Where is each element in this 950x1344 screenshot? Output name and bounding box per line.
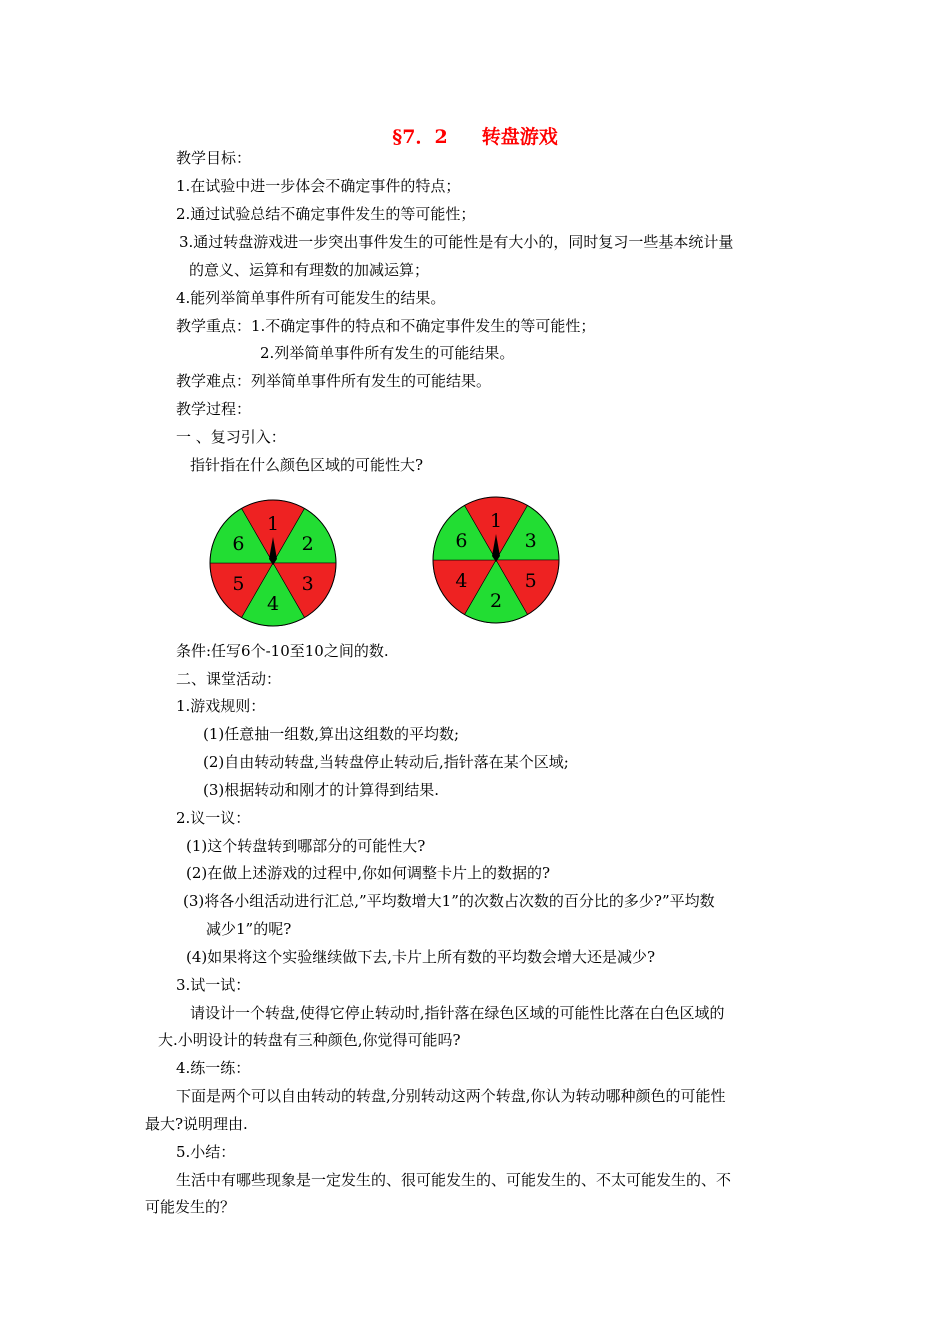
section-number: §7．2 xyxy=(392,126,448,148)
text-line: 大.小明设计的转盘有三种颜色,你觉得可能吗? xyxy=(158,1031,461,1049)
wheel-sector-label: 6 xyxy=(455,530,468,552)
text-line: 可能发生的？ xyxy=(145,1198,236,1216)
wheel-sector-label: 1 xyxy=(266,513,280,535)
wheel-sector-label: 5 xyxy=(232,573,245,595)
text-line: 2.议一议： xyxy=(176,809,251,827)
text-line: 3.通过转盘游戏进一步突出事件发生的可能性是有大小的，同时复习一些基本统计量 xyxy=(179,233,734,251)
wheel-sector-label: 1 xyxy=(489,510,503,532)
text-line: 教学难点：列举简单事件所有发生的可能结果。 xyxy=(176,372,492,390)
section-heading: 一 、复习引入： xyxy=(176,428,286,446)
section-heading: 二、课堂活动： xyxy=(176,670,282,688)
text-line: 教学过程： xyxy=(176,400,252,418)
text-line: (2)自由转动转盘,当转盘停止转动后,指针落在某个区域; xyxy=(203,753,569,771)
wheel-sector-label: 5 xyxy=(524,570,537,592)
text-line: 教学重点：1.不确定事件的特点和不确定事件发生的等可能性； xyxy=(176,317,596,335)
text-line: 4.练一练： xyxy=(176,1059,251,1077)
text-line: 的意义、运算和有理数的加减运算； xyxy=(189,261,430,279)
wheel-sector-label: 3 xyxy=(301,573,314,595)
spinner-wheel-left xyxy=(207,497,339,629)
text-line: 4.能列举简单事件所有可能发生的结果。 xyxy=(176,289,446,307)
spinner-wheel-right xyxy=(430,494,562,626)
text-line: 1.游戏规则： xyxy=(176,697,266,715)
pointer-hub xyxy=(271,557,276,562)
wheel-sector-label: 2 xyxy=(489,590,503,612)
text-line: 3.试一试： xyxy=(176,976,251,994)
text-line: (1)任意抽一组数,算出这组数的平均数; xyxy=(203,725,460,743)
wheel-sector-label: 4 xyxy=(455,570,468,592)
wheel-sector-label: 6 xyxy=(232,533,245,555)
text-line: 生活中有哪些现象是一定发生的、很可能发生的、可能发生的、不太可能发生的、不 xyxy=(176,1171,732,1189)
text-line: 2.通过试验总结不确定事件发生的等可能性； xyxy=(176,205,476,223)
text-line: 1.在试验中进一步体会不确定事件的特点； xyxy=(176,177,461,195)
text-line: (2)在做上述游戏的过程中,你如何调整卡片上的数据的? xyxy=(186,864,551,882)
text-line: 减少1”的呢? xyxy=(206,920,292,938)
pointer-hub xyxy=(494,554,499,559)
wheel-sector-label: 4 xyxy=(266,593,280,615)
text-line: 下面是两个可以自由转动的转盘,分别转动这两个转盘,你认为转动哪种颜色的可能性 xyxy=(176,1087,726,1105)
page-title xyxy=(0,124,950,150)
wheel-sector-label: 3 xyxy=(524,530,537,552)
text-line: 条件:任写6个-10至10之间的数. xyxy=(176,642,389,660)
text-line: 指针指在什么颜色区域的可能性大? xyxy=(190,456,424,474)
text-line: (1)这个转盘转到哪部分的可能性大? xyxy=(186,837,426,855)
text-line: 请设计一个转盘,使得它停止转动时,指针落在绿色区域的可能性比落在白色区域的 xyxy=(190,1004,725,1022)
text-line: (3)根据转动和刚才的计算得到结果. xyxy=(203,781,440,799)
text-line: 5.小结： xyxy=(176,1143,236,1161)
text-line: 最大?说明理由. xyxy=(145,1115,248,1133)
text-line: (4)如果将这个实验继续做下去,卡片上所有数的平均数会增大还是减少? xyxy=(186,948,656,966)
text-line: 2.列举简单事件所有发生的可能结果。 xyxy=(260,344,515,362)
title-text: 转盘游戏 xyxy=(481,126,558,148)
wheel-sector-label: 2 xyxy=(301,533,314,555)
text-line: (3)将各小组活动进行汇总,”平均数增大1”的次数占次数的百分比的多少?”平均数 xyxy=(183,892,715,910)
text-line: 教学目标： xyxy=(176,149,252,167)
